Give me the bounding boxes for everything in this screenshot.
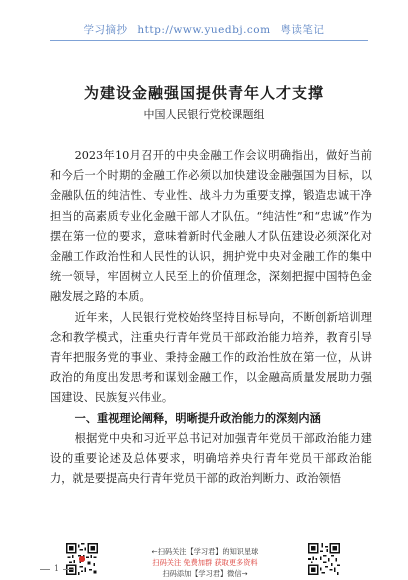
page-number-dash-right	[63, 569, 73, 570]
article-body	[50, 146, 372, 489]
footer-line-1: ←扫码关注【学习君】的知识星球	[151, 547, 259, 556]
site-header	[0, 22, 408, 37]
paragraph-2: 近年来，人民银行党校始终坚持目标导向，不断创新培训理念和教学模式，注重央行青年党员干部政治能力培养，教育引导青年把服务党的事业、秉持金融工作的政治性放在第一位，从讲政治的角度出发思考和谋划金融工作，以金融高质量发展助力强国建设、民族复兴伟业。	[50, 310, 372, 405]
footer-promo	[110, 546, 300, 579]
section-heading: 一、重视理论阐释，明晰提升政治能力的深刻内涵	[74, 411, 321, 425]
paragraph-3: 根据党中央和习近平总书记对加强青年党员干部政治能力建设的重要论述及总体要求，明确培养央行青年党员干部政治能力，就是要提高央行青年党员干部的政治判断力、政治领悟	[50, 431, 372, 486]
paragraph-1: 2023年10月召开的中央金融工作会议明确指出，做好当前和今后一个时期的金融工作必须以加快建设金融强国为目标，以金融队伍的纯洁性、专业性、战斗力为重要支撑，锻造忠诚干净担当的高素质专业化金融干部人才队伍。“纯洁性”和“忠诚”作为摆在第一位的要求，意味着新时代金融人才队伍建设必须深化对金融工作政治性和人民性的认识，拥护党中央对金融工作的集中统一领导，牢固树立人民至上的价值理念，深刻把握中国特色金融发展之路的本质。	[50, 149, 372, 304]
header-url-link[interactable]: http://www.yuedbj.com	[137, 24, 271, 36]
header-left-text: 学习摘抄	[83, 24, 128, 36]
qr-code-wechat[interactable]	[308, 543, 340, 575]
footer-line-3: 扫码添加【学习君】微信→	[162, 569, 248, 578]
page-number-value: 1	[54, 564, 60, 573]
page-number	[36, 564, 77, 573]
page-number-dash-left	[40, 569, 50, 570]
author-line: 中国人民银行党校课题组	[143, 108, 265, 121]
header-right-text: 粤读笔记	[280, 24, 325, 36]
header-divider	[50, 40, 368, 41]
page-title: 为建设金融强国提供青年人才支撑	[83, 84, 324, 102]
footer-line-2: 扫码关注 免费加群 获取更多资料	[152, 558, 258, 567]
